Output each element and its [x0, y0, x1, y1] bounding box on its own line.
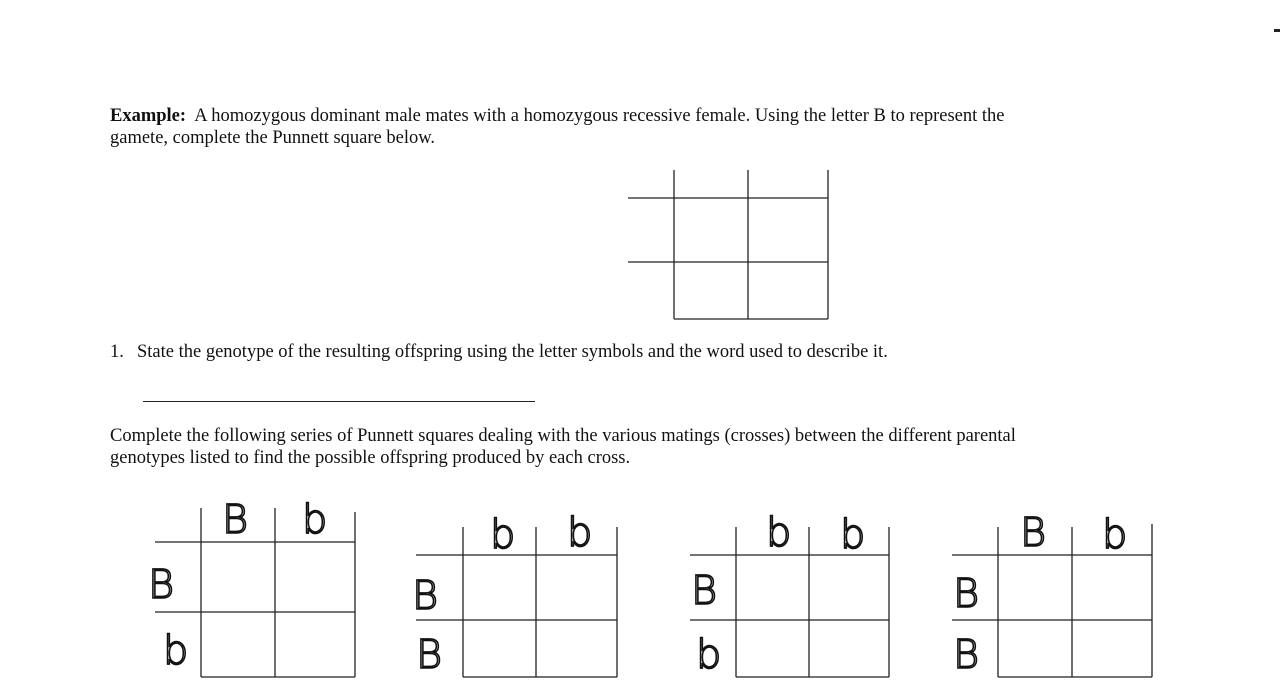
- punnett-2-top-allele-1: b: [490, 512, 516, 558]
- punnett-square-3: [690, 510, 889, 678]
- punnett-4-top-allele-1: B: [1020, 510, 1047, 556]
- example-line-1: A homozygous dominant male mates with a homozygous recessive female. Using the letter B to represent the: [194, 106, 1005, 126]
- punnett-square-1: [148, 497, 355, 677]
- punnett-3-side-allele-2: b: [696, 632, 722, 678]
- punnett-2-side-allele-2: B: [416, 632, 443, 678]
- punnett-2-top-allele-2: b: [567, 510, 593, 556]
- punnett-1-top-allele-1: B: [222, 497, 249, 543]
- instructions-line-1: Complete the following series of Punnett squares dealing with the various matings (crosses) between the different parental: [110, 426, 1016, 446]
- punnett-4-top-allele-2: b: [1102, 512, 1128, 558]
- punnett-1-side-allele-1: B: [148, 562, 175, 608]
- example-label: Example:: [110, 106, 187, 126]
- punnett-4-side-allele-2: B: [953, 632, 980, 678]
- punnett-4-side-allele-1: B: [953, 571, 980, 617]
- punnett-1-top-allele-2: b: [302, 497, 328, 543]
- instructions-line-2: genotypes listed to find the possible offspring produced by each cross.: [110, 448, 631, 468]
- punnett-3-side-allele-1: B: [691, 568, 718, 614]
- punnett-3-top-allele-1: b: [766, 510, 792, 556]
- punnett-square-4: [952, 510, 1152, 678]
- question-1-text: State the genotype of the resulting offspring using the letter symbols and the word used to describe it.: [137, 342, 888, 362]
- example-line-2: gamete, complete the Punnett square below.: [110, 128, 436, 148]
- punnett-3-top-allele-2: b: [840, 512, 866, 558]
- punnett-1-side-allele-2: b: [163, 628, 189, 674]
- punnett-square-2: [412, 510, 617, 678]
- punnett-2-side-allele-1: B: [412, 573, 439, 619]
- question-1-number: 1.: [110, 342, 124, 362]
